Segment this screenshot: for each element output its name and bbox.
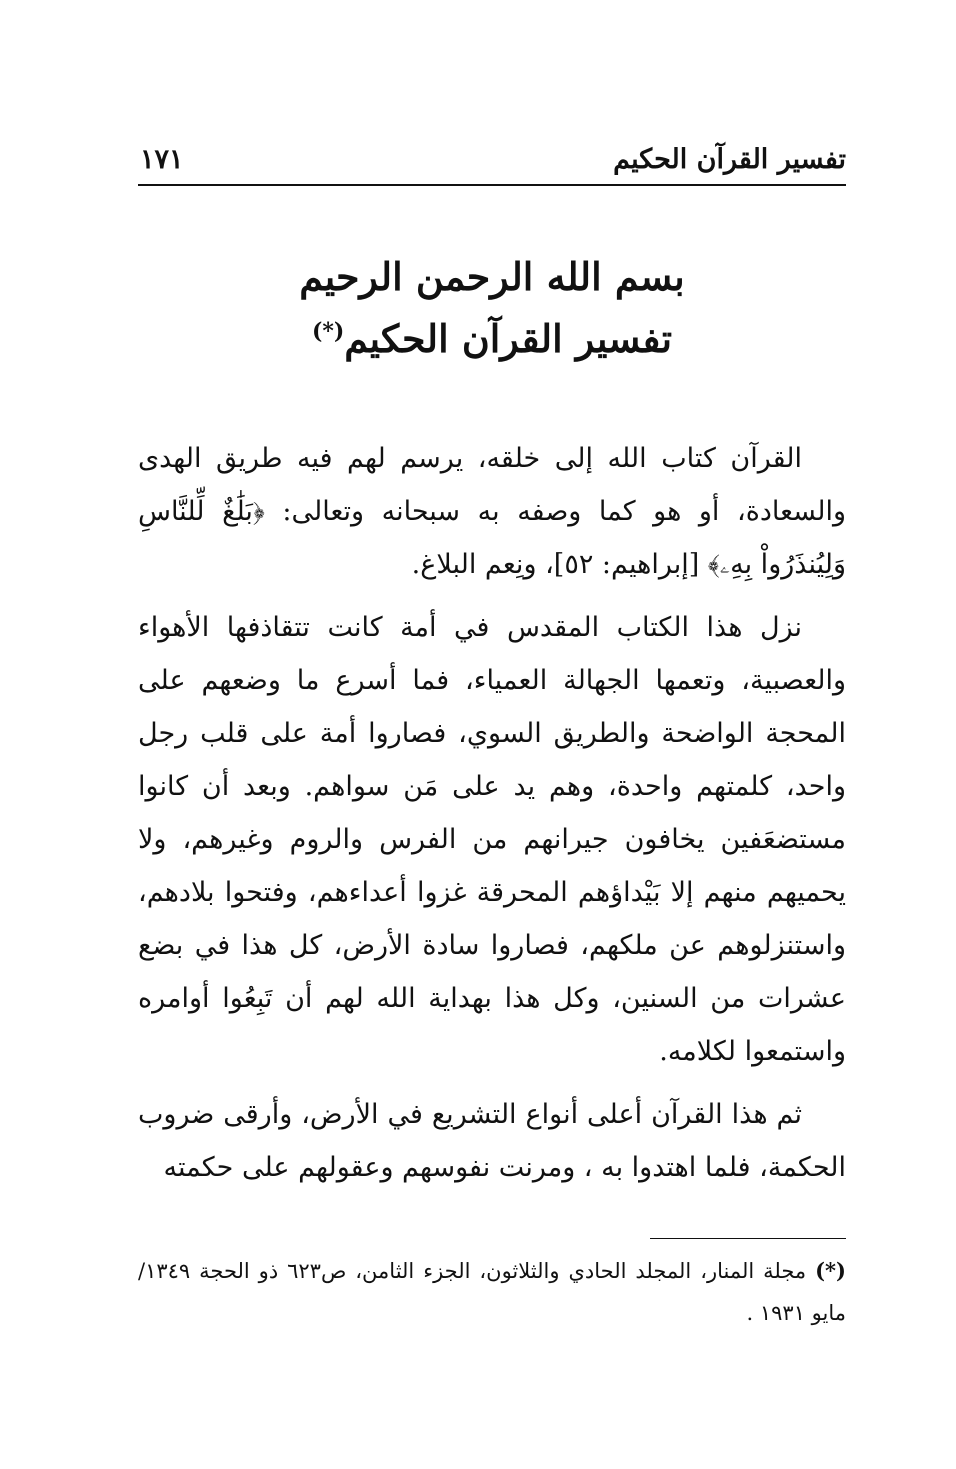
chapter-title <box>138 308 846 370</box>
paragraph: القرآن كتاب الله إلى خلقه، يرسم لهم فيه طريق الهدى والسعادة، أو هو كما وصفه به سبحانه وتعالى: ﴿بَلَٰغٌ لِّلنَّاسِ وَلِيُنذَرُواْ بِهِۦ﴾ [إبراهيم: ٥٢]، ونِعم البلاغ. <box>138 443 846 580</box>
basmala: بسم الله الرحمن الرحيم <box>299 254 685 299</box>
paragraph: ثم هذا القرآن أعلى أنواع التشريع في الأرض، وأرقى ضروب الحكمة، فلما اهتدوا به ، ومرنت نفوسهم وعقولهم على حكمته <box>138 1099 846 1183</box>
running-head-title: تفسير القرآن الحكيم <box>613 144 846 175</box>
page-number: ١٧١ <box>140 144 184 175</box>
chapter-title-text: تفسير القرآن الحكيم <box>344 316 673 361</box>
running-head <box>138 140 846 180</box>
chapter-heading <box>138 246 846 370</box>
footnote-text: مجلة المنار، المجلد الحادي والثلاثون، الجزء الثامن، ص٦٢٣ ذو الحجة ١٣٤٩/ مايو ١٩٣١ . <box>138 1259 846 1325</box>
header-rule <box>138 184 846 186</box>
footnote-mark: (*) <box>815 1258 846 1283</box>
footnote-rule <box>650 1238 846 1239</box>
paragraph: نزل هذا الكتاب المقدس في أمة كانت تتقاذفها الأهواء والعصبية، وتعمها الجهالة العمياء، فما أسرع ما وضعهم على المحجة الواضحة والطريق السوي، فصاروا أمة على قلب رجل واحد، كلمتهم واحدة، وهم يد على مَن سواهم. وبعد أن كانوا مستضعَفين يخافون جيرانهم من الفرس والروم وغيرهم، ولا يحميهم منهم إلا بَيْداؤهم المحرقة غزوا أعداءهم، وفتحوا بلادهم، واستنزلوهم عن ملكهم، فصاروا سادة الأرض، كل هذا في بضع عشرات من السنين، وكل هذا بهداية الله لهم أن تَبِعُوا أوامره واستمعوا لكلامه. <box>138 612 846 1067</box>
footnote <box>138 1250 846 1334</box>
body-text <box>138 432 846 1204</box>
title-footnote-mark: (*) <box>311 318 345 345</box>
